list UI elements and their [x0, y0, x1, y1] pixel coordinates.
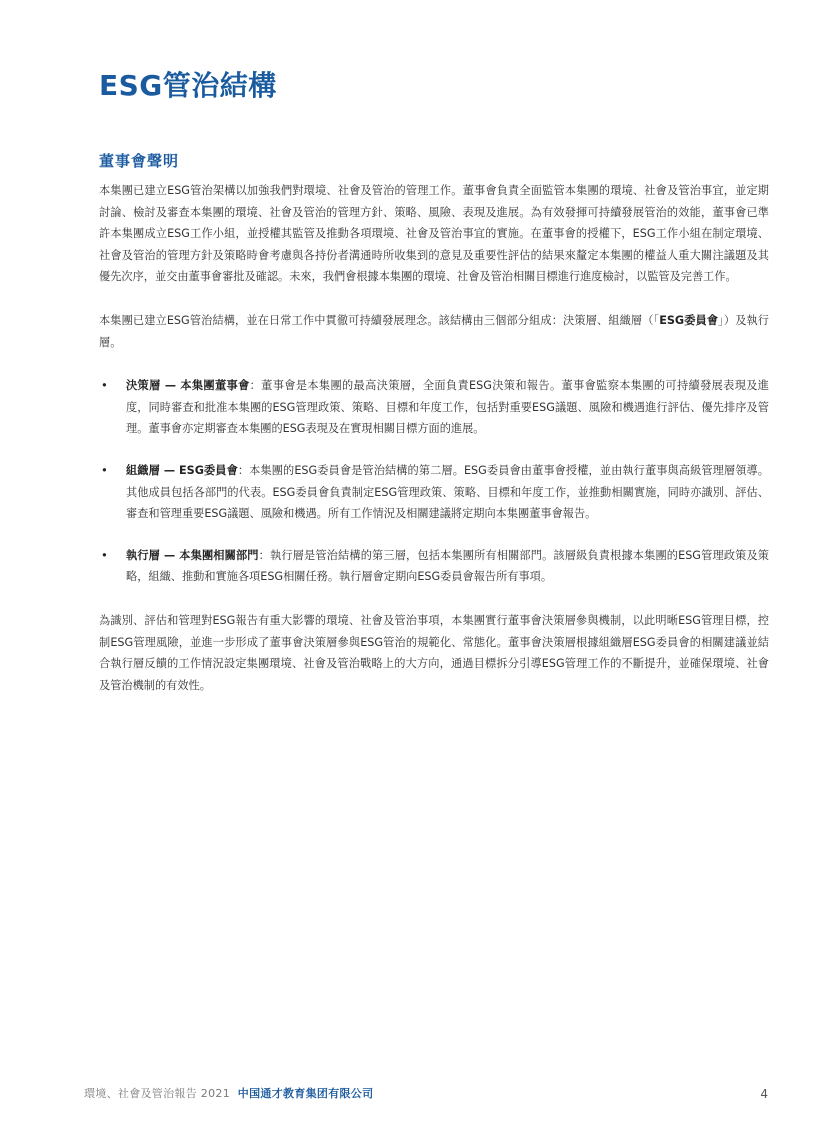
page-footer — [84, 1086, 373, 1102]
bullet-icon: • — [101, 462, 108, 477]
list-item-term: 組織層 — ESG委員會 — [126, 463, 238, 477]
bullet-icon: • — [101, 547, 108, 562]
list-item-text — [126, 375, 769, 440]
page-number: 4 — [760, 1087, 768, 1101]
bullet-icon: • — [101, 378, 108, 393]
footer-report-name: 環境、社會及管治報告 2021 — [84, 1087, 230, 1100]
structure-text-start: 本集團已建立ESG管治結構，並在日常工作中貫徹可持續發展理念。該結構由三個部分組成：決策層、組織層（「 — [99, 313, 660, 327]
intro-paragraph: 本集團已建立ESG管治架構以加強我們對環境、社會及管治的管理工作。董事會負責全面監管本集團的環境、社會及管治事宜，並定期討論、檢討及審查本集團的環境、社會及管治的管理方針、策略、風險、表現及進展。為有效發揮可持續發展管治的效能，董事會已準許本集團成立ESG工作小組，並授權其監管及推動各項環境、社會及管治事宜的實施。在董事會的授權下，ESG工作小組在制定環境、社會及管治的管理方針及策略時會考慮與各持份者溝通時所收集到的意見及重要性評估的結果來釐定本集團的權益人重大關注議題及其優先次序，並交由董事會審批及確認。未來，我們會根據本集團的環境、社會及管治相關目標進行進度檢討，以監管及完善工作。 — [99, 184, 769, 284]
participation-mechanism-paragraph: 為識別、評估和管理對ESG報告有重大影響的環境、社會及管治事項，本集團實行董事會決策層參與機制，以此明晰ESG管理目標，控制ESG管理風險，並進一步形成了董事會決策層參與ESG管治的規範化、常態化。董事會決策層根據組織層ESG委員會的相關建議並結合執行層反饋的工作情況設定集團環境、社會及管治戰略上的大方向，通過目標拆分引導ESG管理工作的不斷提升，並確保環境、社會及管治機制的有效性。 — [99, 613, 769, 692]
footer-company-name: 中国通才教育集团有限公司 — [237, 1087, 374, 1100]
governance-layers-list — [99, 375, 769, 588]
board-statement-section — [99, 150, 769, 696]
list-item-decision-layer — [99, 375, 769, 440]
list-item-term: 執行層 — 本集團相關部門 — [126, 548, 259, 562]
list-item-term: 決策層 — 本集團董事會 — [126, 379, 250, 393]
structure-text-end: 」）及執行層。 — [99, 313, 769, 349]
list-item-organization-layer — [99, 460, 769, 525]
esg-committee-term: ESG委員會 — [659, 313, 719, 327]
structure-paragraph — [99, 310, 769, 353]
list-item-text — [126, 545, 769, 588]
page-title: ESG管治結構 — [99, 69, 277, 102]
list-item-execution-layer — [99, 545, 769, 588]
list-item-description: ：本集團的ESG委員會是管治結構的第二層。ESG委員會由董事會授權，並由執行董事與高級管理層領導。其他成員包括各部門的代表。ESG委員會負責制定ESG管理政策、策略、目標和年度工作，並推動相關實施，同時亦識別、評估、審查和管理重要ESG議題、風險和機遇。所有工作情況及相關建議將定期向本集團董事會報告。 — [126, 463, 769, 521]
section-heading: 董事會聲明 — [99, 152, 180, 170]
list-item-text — [126, 460, 769, 525]
list-item-description: ：執行層是管治結構的第三層，包括本集團所有相關部門。該層級負責根據本集團的ESG管理政策及策略，組織、推動和實施各項ESG相關任務。執行層會定期向ESG委員會報告所有事項。 — [126, 548, 769, 584]
list-item-description: ：董事會是本集團的最高決策層，全面負責ESG決策和報告。董事會監察本集團的可持續發展表現及進度，同時審查和批准本集團的ESG管理政策、策略、目標和年度工作，包括對重要ESG議題、風險和機遇進行評估、優先排序及管理。董事會亦定期審查本集團的ESG表現及在實現相關目標方面的進展。 — [126, 379, 769, 436]
